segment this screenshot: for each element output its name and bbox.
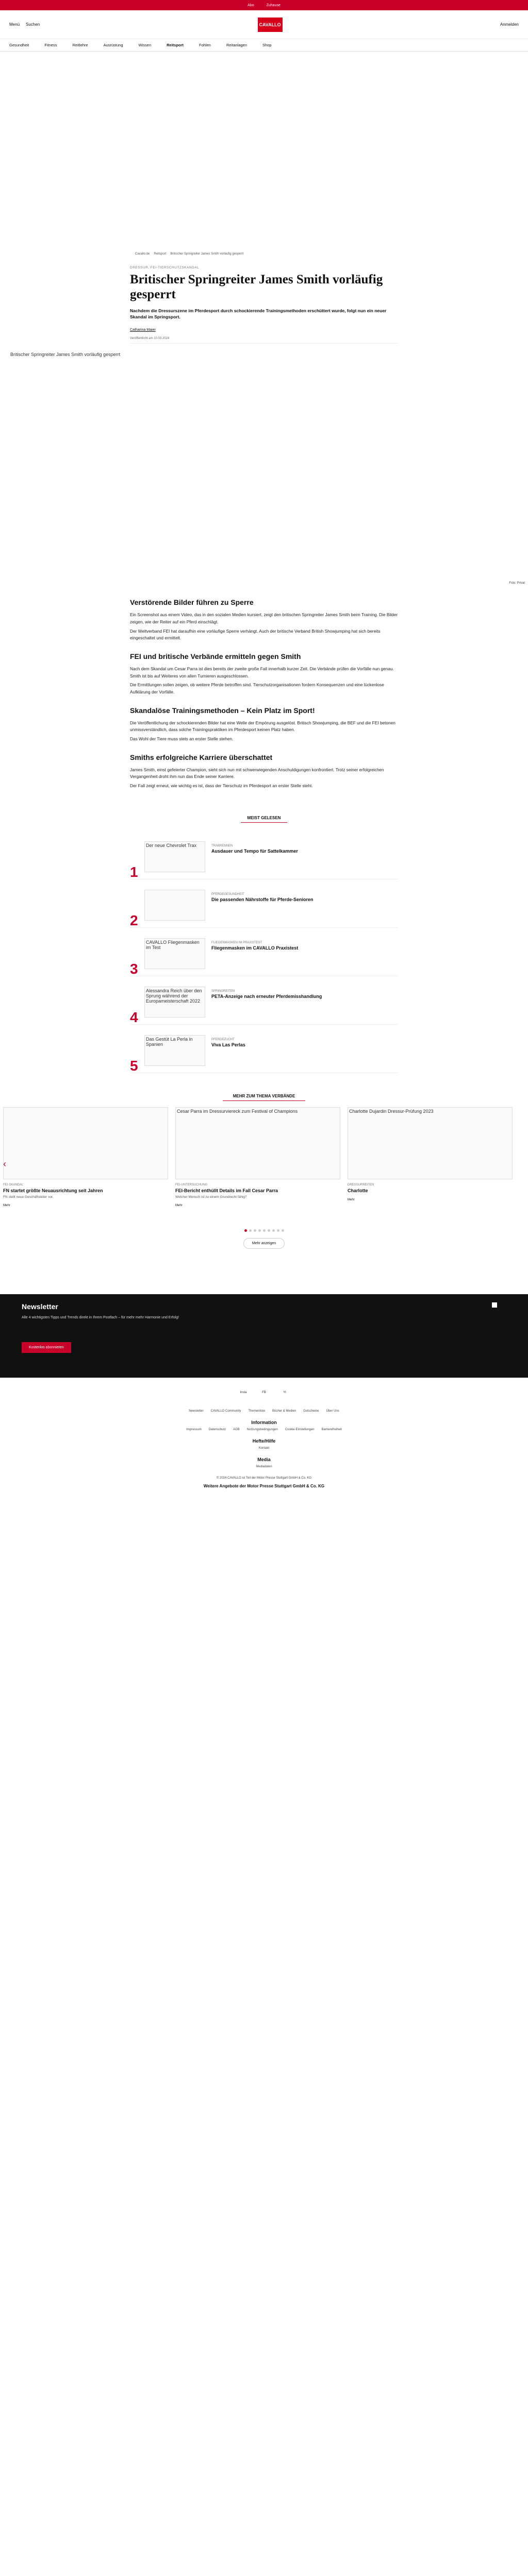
carousel-dot[interactable] <box>268 1229 270 1232</box>
most-read <box>130 816 398 1073</box>
rank-number: 4 <box>130 1009 138 1025</box>
footer-link[interactable]: Cookie-Einstellungen <box>285 1428 315 1431</box>
footer-link[interactable]: Über Uns <box>326 1409 339 1413</box>
carousel-card[interactable] <box>175 1107 340 1223</box>
carousel-dot[interactable] <box>263 1229 266 1232</box>
card-more-link[interactable]: Mehr <box>348 1198 355 1201</box>
item-text <box>211 841 298 855</box>
carousel-card[interactable] <box>3 1107 168 1223</box>
card-more-link[interactable]: Mehr <box>3 1204 10 1207</box>
social-icon[interactable]: FB <box>262 1391 266 1394</box>
item-kicker: PFERDEGESUNDHEIT <box>211 892 244 896</box>
paragraph: Ein Screenshot aus einem Video, das in den sozialen Medien kursiert, zeigt den britischen Springreiter James Smith beim Training. Die Bilder zeigen, wie der Reiter auf ein Pferd einschlägt. <box>130 612 398 624</box>
social-icon[interactable]: Insta <box>240 1391 247 1394</box>
item-text <box>211 890 314 903</box>
more-offers-heading: Weitere Angebote der Motor Presse Stuttgart GmbH & Co. KG <box>203 1483 325 1488</box>
topbar-left[interactable]: Abo <box>248 3 254 7</box>
footer-link[interactable]: AGB <box>233 1428 240 1431</box>
footer-link[interactable]: Impressum <box>186 1428 202 1431</box>
footer-link[interactable]: Themenliste <box>248 1409 266 1413</box>
newsletter-title: Newsletter <box>22 1302 58 1311</box>
nav-item[interactable]: Reitlehre <box>72 43 88 47</box>
item-kicker: SPRINGREITEN <box>211 989 235 993</box>
social-links <box>0 1391 528 1406</box>
media-heading: Media <box>257 1456 271 1462</box>
card-image[interactable]: Charlotte Dujardin Dressur-Prüfung 2023 <box>348 1107 513 1179</box>
footer-link[interactable]: Barrierefreiheit <box>321 1428 342 1431</box>
rank-number: 5 <box>130 1057 138 1074</box>
carousel-card[interactable] <box>348 1107 513 1223</box>
breadcrumb <box>135 252 398 256</box>
rank-number: 3 <box>130 960 138 977</box>
article-body <box>130 598 398 790</box>
nav-item[interactable]: Shop <box>262 43 272 47</box>
most-read-item[interactable] <box>130 984 398 1025</box>
nav-item[interactable]: Ausrüstung <box>103 43 123 47</box>
item-text <box>211 938 298 952</box>
footer-link[interactable]: Gutscheine <box>303 1409 319 1413</box>
item-text <box>211 987 322 1000</box>
item-title[interactable]: Ausdauer und Tempo für Sattelkammer <box>211 848 298 854</box>
login-link[interactable]: Anmelden <box>500 22 519 27</box>
card-title[interactable]: FN startet größte Neuausrichtung seit Jahren <box>3 1188 103 1193</box>
card-image[interactable] <box>3 1107 168 1179</box>
breadcrumb-item[interactable]: Cavallo.de <box>135 252 150 256</box>
main-nav <box>0 39 528 52</box>
most-read-item[interactable] <box>130 838 398 879</box>
site-logo[interactable]: CAVALLO <box>258 18 283 32</box>
nav-item[interactable]: Reitsport <box>167 43 184 47</box>
topbar-right[interactable]: Zuhause <box>266 3 280 7</box>
menu-button[interactable]: Menü <box>9 22 20 27</box>
carousel-dot[interactable] <box>272 1229 275 1232</box>
show-more-button[interactable]: Mehr anzeigen <box>243 1238 285 1249</box>
copyright: © 2024 CAVALLO ist Teil der Motor Presse Stuttgart GmbH & Co. KG <box>216 1476 312 1480</box>
nav-item[interactable]: Fitness <box>44 43 57 47</box>
nav-item[interactable]: Fohlen <box>199 43 211 47</box>
site-header <box>0 10 528 39</box>
thumbnail[interactable] <box>144 890 205 921</box>
item-title[interactable]: Fliegenmasken im CAVALLO Praxistest <box>211 945 299 951</box>
social-icon[interactable]: Yt <box>283 1391 286 1394</box>
card-subtitle: FN stellt neue Geschäftsleiter vor. <box>3 1195 54 1199</box>
card-image[interactable]: Cesar Parra im Dressurviereck zum Festival of Champions <box>175 1107 340 1179</box>
paragraph: Der Weltverband FEI hat daraufhin eine vorläufige Sperre verhängt. Auch der britische Verband British Showjumping hat sich bereits eingeschaltet und ermittelt. <box>130 628 381 641</box>
footer-link[interactable]: Nutzungsbedingungen <box>246 1428 278 1431</box>
hero-image <box>0 351 528 588</box>
paragraph: James Smith, einst gefeierter Champion, sieht sich nun mit schwerwiegenden Anschuldigungen konfrontiert. Trotz seiner erfolgreichen Vergangenheit droht ihm nun das Ende seiner Karriere. <box>130 767 384 779</box>
paragraph: Die Veröffentlichung der schockierenden Bilder hat eine Welle der Empörung ausgelöst. Britisch Showjumping, die BEF und die FEI betonen unmissverständlich, dass solche Trainingspraktiken im Pferdesport keinen Platz haben. <box>130 720 395 733</box>
paragraph: Der Fall zeigt erneut, wie wichtig es ist, dass der Tierschutz im Pferdesport an erster Stelle steht. <box>130 783 313 789</box>
help-links <box>68 1447 460 1450</box>
card-kicker: FEI-SKANDAL <box>3 1183 24 1187</box>
nav-item[interactable]: Reitanlagen <box>226 43 248 47</box>
newsletter-desc: Alle 4 wichtigsten Tipps und Trends direkt in Ihrem Postfach – für mehr mehr Harmonie und Erfolg! <box>22 1315 179 1319</box>
footer-link[interactable]: CAVALLO Community <box>210 1409 241 1413</box>
rank-number: 1 <box>130 863 138 880</box>
info-links <box>68 1428 460 1431</box>
carousel-dot[interactable] <box>258 1229 261 1232</box>
carousel-dot[interactable] <box>282 1229 284 1232</box>
publish-date: Veröffentlicht am 10.03.2024 <box>130 337 398 344</box>
section-heading: FEI und britische Verbände ermitteln gegen Smith <box>130 652 301 660</box>
item-title[interactable]: Viva Las Perlas <box>211 1042 245 1047</box>
author-link[interactable]: Catharina Maier <box>130 328 156 332</box>
item-title[interactable]: PETA-Anzeige nach erneuter Pferdemisshandlung <box>211 993 322 999</box>
search-button[interactable]: Suchen <box>26 22 40 27</box>
breadcrumb-item: Britischer Springreiter James Smith vorläufig gesperrt <box>170 252 244 256</box>
thumbnail[interactable]: Alessandra Reich über den Sprung während der Europameisterschaft 2022 <box>144 987 205 1018</box>
article-title: Britischer Springreiter James Smith vorläufig gesperrt <box>130 273 383 301</box>
footer-links <box>68 1410 460 1413</box>
thumbnail[interactable]: Das Gestüt La Perla in Spanien <box>144 1035 205 1066</box>
chevron-left-icon[interactable]: ‹ <box>3 1158 6 1169</box>
most-read-item[interactable] <box>130 887 398 928</box>
paragraph: Die Ermittlungen sollen zeigen, ob weitere Pferde betroffen sind. Tierschutzorganisationen fordern Konsequenzen und eine lückenlose Aufklärung der Vorfälle. <box>130 682 384 694</box>
carousel-dots <box>0 1229 528 1232</box>
hero-credit: Foto: Privat <box>509 582 525 585</box>
thumbnail[interactable]: Der neue Chevrolet Trax <box>144 841 205 872</box>
item-kicker: TRABRENNEN <box>211 844 233 848</box>
footer-link[interactable]: Bücher & Medien <box>272 1409 296 1413</box>
nav-item[interactable]: Wissen <box>138 43 152 47</box>
carousel-dot[interactable] <box>277 1229 279 1232</box>
info-heading: Information <box>251 1419 277 1425</box>
card-subtitle: Welcher Mensch ist zu einem Grundrecht fähig? <box>175 1195 247 1199</box>
rank-number: 2 <box>130 912 138 928</box>
close-icon[interactable] <box>492 1302 497 1308</box>
most-read-item[interactable] <box>130 935 398 976</box>
paragraph: Nach dem Skandal um Cesar Parra ist dies bereits der zweite große Fall innerhalb kurzer Zeit. Die Verbände prüfen die Vorfälle nun genau. Smith ist bis auf Weiteres von allen Turnieren ausgeschlossen. <box>130 666 394 679</box>
footer-link[interactable]: Newsletter <box>189 1409 204 1413</box>
article-lead: Nachdem die Dressurszene im Pferdesport durch schockierende Trainingsmethoden erschüttert wurde, folgt nun ein neuer Skandal im Springsport. <box>130 308 387 319</box>
footer-link[interactable]: Mediadaten <box>256 1465 272 1468</box>
card-kicker: DRESSURREITEN <box>348 1183 374 1187</box>
media-links <box>68 1465 460 1468</box>
carousel-dot[interactable] <box>249 1229 252 1232</box>
article-kicker: DRESSUR, FEI-TIERSCHUTZSKANDAL <box>130 266 200 269</box>
newsletter <box>0 1294 528 1378</box>
card-title[interactable]: Charlotte <box>348 1188 368 1193</box>
card-title[interactable]: FEI-Bericht enthüllt Details im Fall Cesar Parra <box>175 1188 278 1193</box>
item-kicker: FLIEGENMASKEN IM PRAXISTEST <box>211 941 262 944</box>
most-read-item[interactable] <box>130 1032 398 1073</box>
breadcrumb-item[interactable]: Reitsport <box>154 252 167 256</box>
thumbnail[interactable]: CAVALLO Fliegenmasken im Test <box>144 938 205 969</box>
newsletter-subscribe-button[interactable]: Kostenlos abonnieren <box>22 1342 71 1353</box>
card-kicker: FEI-UNTERSUCHUNG <box>175 1183 208 1187</box>
most-read-heading: MEIST GELESEN <box>241 816 287 823</box>
article <box>10 252 525 790</box>
footer-link[interactable]: Datenschutz <box>208 1428 226 1431</box>
item-text <box>211 1035 245 1048</box>
carousel <box>0 1107 528 1223</box>
section-heading: Verstörende Bilder führen zu Sperre <box>130 598 254 607</box>
section-heading: Skandalöse Trainingsmethoden – Kein Platz im Sport! <box>130 706 315 715</box>
paragraph: Das Wohl der Tiere muss stets an erster Stelle stehen. <box>130 736 234 741</box>
help-heading: Hefte/Hilfe <box>252 1438 276 1444</box>
carousel-dot[interactable] <box>254 1229 256 1232</box>
section-heading: Smiths erfolgreiche Karriere überschattet <box>130 753 273 761</box>
more-on-topic <box>0 1094 528 1249</box>
card-more-link[interactable]: Mehr <box>175 1204 183 1207</box>
more-heading: MEHR ZUM THEMA VERBÄNDE <box>223 1094 305 1101</box>
item-kicker: PFERDEZUCHT <box>211 1038 235 1041</box>
footer-link[interactable]: Kontakt <box>258 1446 270 1450</box>
footer <box>0 1378 528 1488</box>
item-title[interactable]: Die passenden Nährstoffe für Pferde-Senioren <box>211 896 314 902</box>
nav-item[interactable]: Gesundheit <box>9 43 29 47</box>
hero-alt: Britischer Springreiter James Smith vorläufig gesperrt <box>10 352 121 358</box>
carousel-dot[interactable] <box>244 1229 247 1232</box>
topbar <box>0 0 528 10</box>
